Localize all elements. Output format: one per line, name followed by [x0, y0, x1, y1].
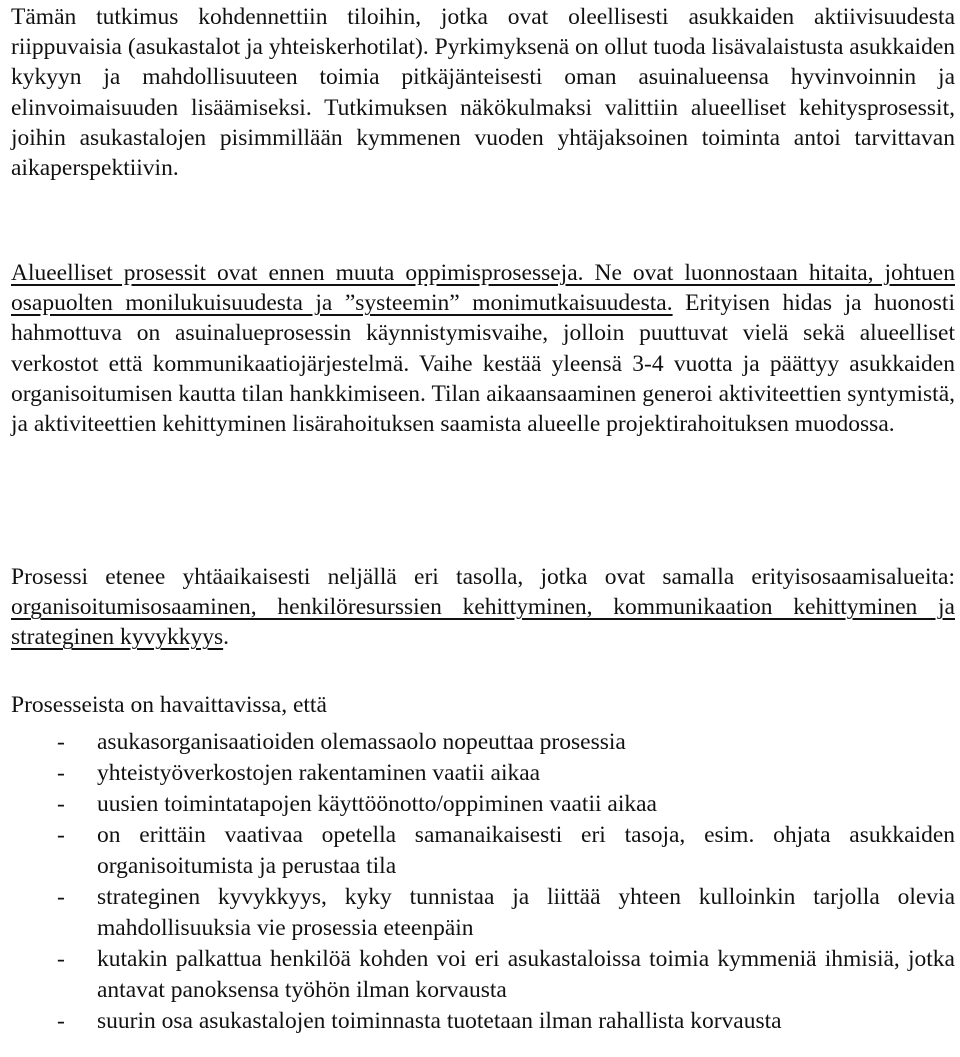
dash-bullet: - [57, 760, 65, 786]
list-item [11, 820, 955, 882]
list-item [11, 1006, 955, 1037]
findings-list [11, 727, 955, 1037]
dash-bullet: - [57, 884, 65, 910]
paragraph-1-text: Tämän tutkimus kohdennettiin tiloihin, jotka ovat oleellisesti asukkaiden aktiivisuudesta riippuvaisia (asukastalot ja yhteiskerhotilat). Pyrkimyksenä on ollut tuoda lisävalaistusta asukkaiden kykyyn ja mahdollisuuteen toimia pitkäjänteisesti oman asuinalueensa hyvinvoinnin ja elinvoimaisuuden lisäämiseksi. Tutkimuksen näkökulmaksi valittiin alueelliset kehitysprosessit, joihin asukastalojen pisimmillään kymmenen vuoden yhtäjaksoinen toiminta antoi tarvittavan aikaperspektiivin. [11, 4, 955, 182]
paragraph-4-intro [11, 690, 955, 720]
dash-bullet: - [57, 729, 65, 755]
list-item [11, 882, 955, 944]
list-item-text: suurin osa asukastalojen toiminnasta tuotetaan ilman rahallista korvausta [97, 1008, 782, 1034]
list-item-text: strateginen kyvykkyys, kyky tunnistaa ja liittää yhteen kulloinkin tarjolla olevia mahdollisuuksia vie prosessia eteenpäin [97, 884, 955, 941]
paragraph-1 [11, 2, 955, 183]
list-item-text: yhteistyöverkostojen rakentaminen vaatii aikaa [97, 760, 541, 786]
paragraph-3 [11, 562, 955, 653]
dash-bullet: - [57, 1008, 65, 1034]
list-item-text: asukasorganisaatioiden olemassaolo nopeuttaa prosessia [97, 729, 626, 755]
paragraph-2-text: Erityisen hidas ja huonosti hahmottuva on asuinalueprosessin käynnistymisvaihe, jolloin puuttuvat vielä sekä alueelliset verkostot että kommunikaatiojärjestelmä. Vaihe kestää yleensä 3-4 vuotta ja päättyy asukkaiden organisoitumisen kautta tilan hankkimiseen. Tilan aikaansaaminen generoi aktiviteettien syntymistä, ja aktiviteettien kehittyminen lisärahoituksen saamista alueelle projektirahoituksen muodossa. [11, 290, 955, 438]
list-item-text: on erittäin vaativaa opetella samanaikaisesti eri tasoja, esim. ohjata asukkaiden organisoitumista ja perustaa tila [97, 822, 955, 879]
list-item-text: kutakin palkattua henkilöä kohden voi eri asukastaloissa toimia kymmeniä ihmisiä, jotka antavat panoksensa työhön ilman korvausta [97, 946, 955, 1003]
paragraph-3-end: . [223, 624, 229, 651]
dash-bullet: - [57, 822, 65, 848]
paragraph-3-underlined: organisoitumisosaaminen, henkilöresurssien kehittyminen, kommunikaation kehittyminen ja strateginen kyvykkyys [11, 594, 955, 651]
paragraph-2 [11, 258, 955, 439]
list-item [11, 789, 955, 820]
list-item [11, 758, 955, 789]
paragraph-2-underlined: Alueelliset prosessit ovat ennen muuta oppimisprosesseja. Ne ovat luonnostaan hitaita, johtuen osapuolten monilukuisuudesta ja ”systeemin” monimutkaisuudesta. [11, 260, 955, 317]
list-item [11, 944, 955, 1006]
paragraph-3-text: Prosessi etenee yhtäaikaisesti neljällä eri tasolla, jotka ovat samalla erityisosaamisalueita: [11, 564, 955, 590]
dash-bullet: - [57, 791, 65, 817]
dash-bullet: - [57, 946, 65, 972]
list-intro-text: Prosesseista on havaittavissa, että [11, 692, 327, 718]
list-item-text: uusien toimintatapojen käyttöönotto/oppiminen vaatii aikaa [97, 791, 657, 817]
list-item [11, 727, 955, 758]
